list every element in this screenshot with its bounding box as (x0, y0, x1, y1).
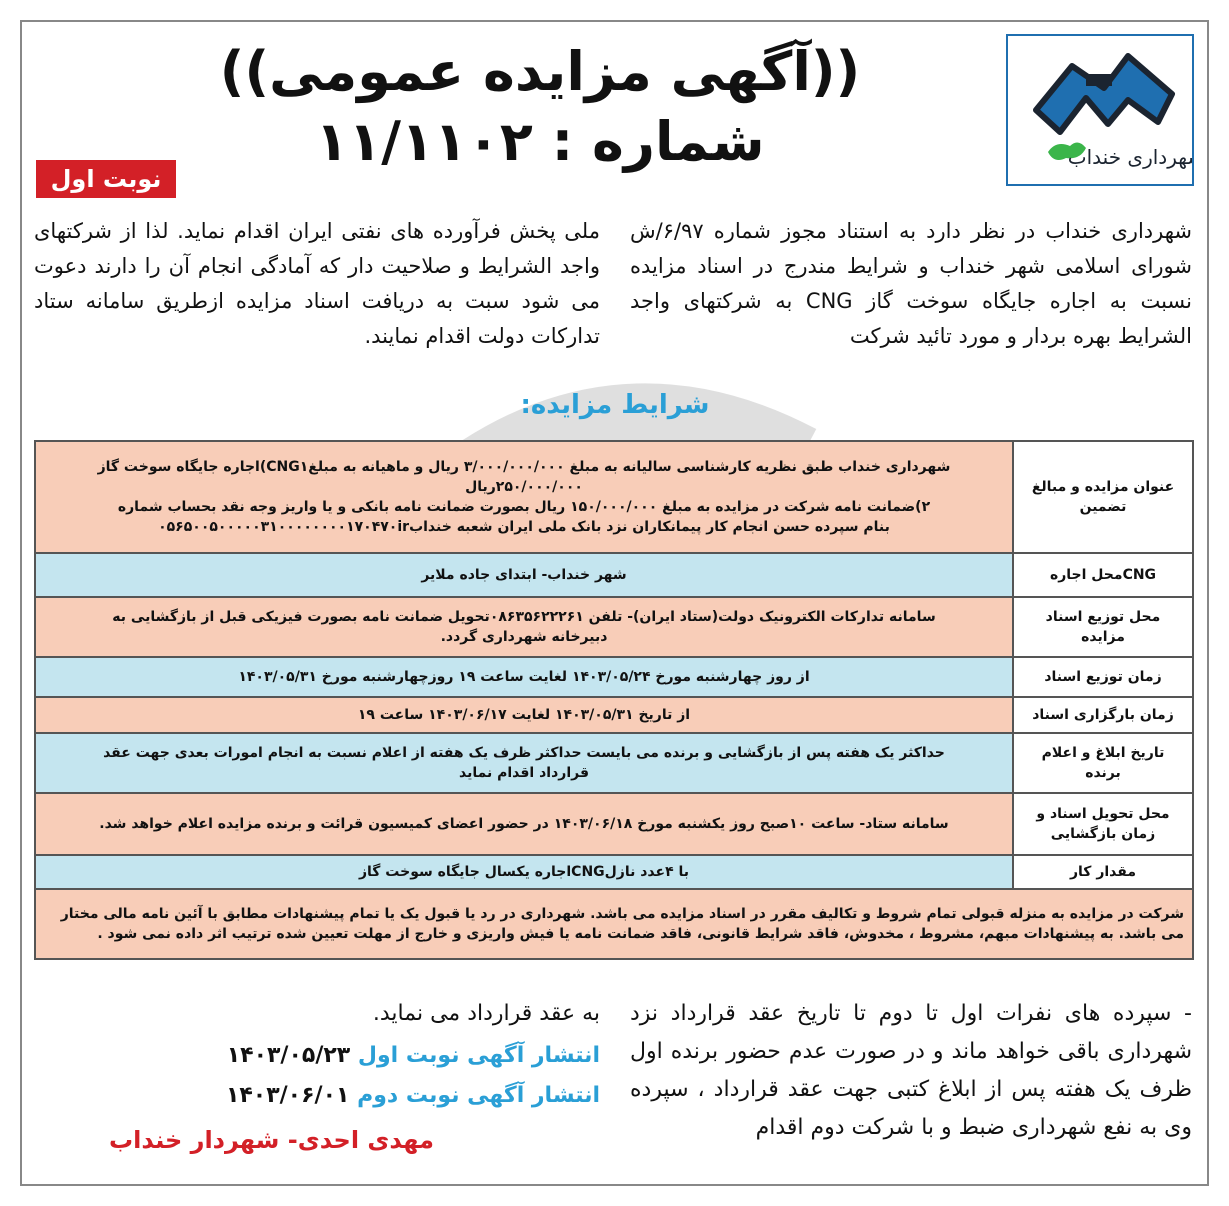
publication-second (34, 1076, 600, 1116)
table-row (35, 793, 1193, 855)
row-label: محل تحویل اسناد و زمان بازگشایی (1013, 793, 1193, 855)
publication-second-label: انتشار آگهی نوبت دوم (357, 1083, 600, 1108)
table-row (35, 441, 1193, 553)
announcement-number: شماره : ۱۱/۱۱۰۲ (315, 110, 765, 173)
conditions-heading: شرایط مزایده: (520, 390, 710, 420)
deposit-paragraph: - سپرده های نفرات اول تا دوم تا تاریخ عقد قرارداد نزد شهرداری باقی خواهد ماند و در صورت عدم حضور برنده اول ظرف یک هفته پس از ابلاغ کتبی جهت عقد قرارداد ، سپرده وی به نفع شهرداری ضبط و با شرکت دوم اقدام (630, 1001, 1192, 1140)
row-label: تاریخ ابلاغ و اعلام برنده (1013, 733, 1193, 793)
page-title: ((آگهی مزایده عمومی)) (219, 40, 861, 103)
table-row (35, 889, 1193, 959)
row-value: حداکثر یک هفته پس از بازگشایی و برنده می بایست حداکثر ظرف یک هفته از اعلام نسبت به انجام امورات بعدی جهت عقد قرارداد اقدام نماید (35, 733, 1013, 793)
row-value: سامانه تدارکات الکترونیک دولت(ستاد ایران)- تلفن ۰۸۶۳۵۶۲۲۲۶۱تحویل ضمانت نامه بصورت فیزیکی قبل از بازگشایی به دبیرخانه شهرداری گردد. (35, 597, 1013, 657)
row-value: از تاریخ ۱۴۰۳/۰۵/۳۱ لغایت ۱۴۰۳/۰۶/۱۷ ساعت ۱۹ (35, 697, 1013, 733)
intro-paragraph-right: شهرداری خنداب در نظر دارد به استناد مجوز شماره ۶/۹۷/ش شورای اسلامی شهر خنداب و شرایط مندرج در اسناد مزایده نسبت به اجاره جایگاه سوخت گاز CNG به شرکتهای واجد الشرایط بهره بردار و مورد تائید شرکت (630, 219, 1192, 348)
municipality-logo (1006, 34, 1194, 186)
row-label: زمان بارگزاری اسناد (1013, 697, 1193, 733)
row-label: زمان توزیع اسناد (1013, 657, 1193, 697)
publication-first-date: ۱۴۰۳/۰۵/۲۳ (226, 1043, 351, 1068)
publication-first-label: انتشار آگهی نوبت اول (357, 1043, 600, 1068)
table-row (35, 855, 1193, 889)
intro-paragraph-left: ملی پخش فرآورده های نفتی ایران اقدام نماید. لذا از شرکتهای واجد الشرایط و صلاحیت دار که آمادگی انجام آن را دارند دعوت می شود سبت به دریافت اسناد مزایده ازطریق سامانه ستاد تدارکات دولت اقدام نمایند. (34, 219, 600, 348)
row-value: سامانه ستاد- ساعت ۱۰صبح روز یکشنبه مورخ ۱۴۰۳/۰۶/۱۸ در حضور اعضای کمیسیون قرائت و برنده مزایده اعلام خواهد شد. (35, 793, 1013, 855)
publication-second-date: ۱۴۰۳/۰۶/۰۱ (225, 1083, 350, 1108)
row-label: عنوان مزایده و مبالغ تضمین (1013, 441, 1193, 553)
deposit-paragraph-end: به عقد قرارداد می نماید. (372, 1001, 600, 1026)
round-badge: نوبت اول (36, 160, 176, 198)
footnote: شرکت در مزایده به منزله قبولی تمام شروط و تکالیف مقرر در اسناد مزایده می باشد. شهرداری در رد یا قبول یک یا تمام پیشنهادات مطابق با آئین نامه مالی مختار می باشد. به پیشنهادات مبهم، مشروط ، مخدوش، فاقد شرایط قانونی، فاقد ضمانت نامه یا فیش واریزی و خارج از مهلت تعیین شده ترتیب اثر داده نمی شود . (35, 889, 1193, 959)
table-row (35, 597, 1193, 657)
publication-first (34, 1036, 600, 1076)
row-label: محل توزیع اسناد مزایده (1013, 597, 1193, 657)
row-label: مقدار کار (1013, 855, 1193, 889)
row-value: با ۴عدد نازلCNGاجاره یکسال جایگاه سوخت گاز (35, 855, 1013, 889)
signature: مهدی احدی- شهردار خنداب (108, 1126, 434, 1154)
row-label: CNGمحل اجاره (1013, 553, 1193, 597)
table-row (35, 553, 1193, 597)
table-row (35, 697, 1193, 733)
row-value: شهرداری خنداب طبق نظریه کارشناسی سالیانه به مبلغ ۳/۰۰۰/۰۰۰/۰۰۰ ریال و ماهیانه به مبلغCNG۱)اجاره جایگاه سوخت گاز ۲۵۰/۰۰۰/۰۰۰ریال ۲)ضمانت نامه شرکت در مزایده به مبلغ ۱۵۰/۰۰۰/۰۰۰ ریال بصورت ضمانت نامه بانکی و یا واریز وجه نقد بحساب شماره بنام سپرده حسن انجام کار پیمانکاران نزد بانک ملی ایران شعبه خنداب۰۵۶۵۰۰۵۰۰۰۰۰۳۱۰۰۰۰۰۰۰۰۱۷۰۴۷۰ir (35, 441, 1013, 553)
conditions-table (34, 440, 1194, 960)
municipality-logo-icon (1008, 36, 1192, 184)
logo-text: شهرداری خنداب (1067, 145, 1192, 169)
table-row (35, 657, 1193, 697)
row-value: شهر خنداب- ابتدای جاده ملایر (35, 553, 1013, 597)
table-row (35, 733, 1193, 793)
row-value: از روز چهارشنبه مورخ ۱۴۰۳/۰۵/۲۴ لغایت ساعت ۱۹ روزچهارشنبه مورخ ۱۴۰۳/۰۵/۳۱ (35, 657, 1013, 697)
